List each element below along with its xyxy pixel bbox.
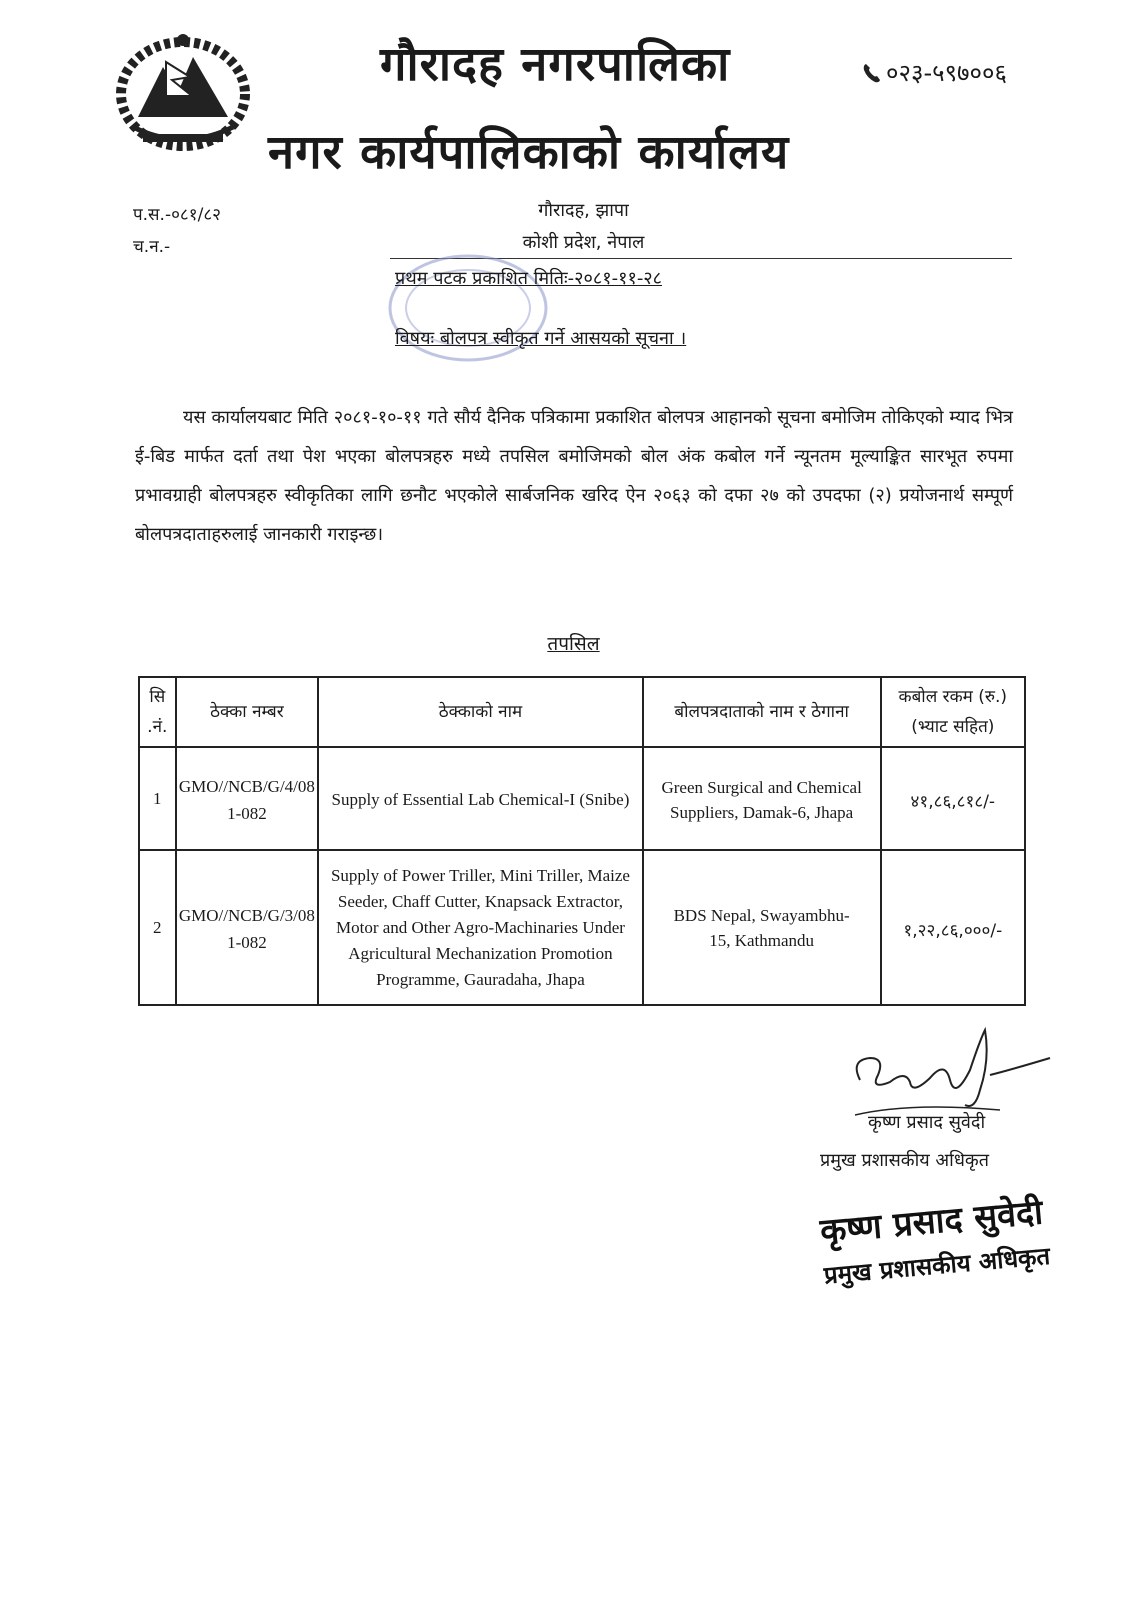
- header-contract-name: ठेक्काको नाम: [318, 677, 642, 747]
- stamp-title: प्रमुख प्रशासकीय अधिकृत: [822, 1241, 1052, 1290]
- fiscal-reference: प.स.-०८१/८२: [133, 205, 222, 225]
- publish-date-line: प्रथम पटक प्रकाशित मितिः-२०८१-११-२८: [395, 268, 663, 289]
- phone-text: ०२३-५९७००६: [886, 59, 1007, 87]
- header-sn: सि .नं.: [139, 677, 176, 747]
- table-header-row: [139, 677, 1025, 747]
- phone-number: [862, 56, 1007, 89]
- table-heading: तपसिल: [547, 633, 600, 655]
- row-amount: १,२२,८६,०००/-: [881, 850, 1025, 1005]
- phone-icon: [862, 62, 882, 84]
- stamp-name: कृष्ण प्रसाद सुवेदी: [818, 1192, 1045, 1252]
- row-contract-name: Supply of Essential Lab Chemical-I (Snibe): [318, 747, 642, 850]
- header-amount: कबोल रकम (रु.) (भ्याट सहित): [881, 677, 1025, 747]
- office-title-line1: गौरादह नगरपालिका: [380, 37, 731, 92]
- header-contract-no: ठेक्का नम्बर: [176, 677, 319, 747]
- signatory-name: कृष्ण प्रसाद सुवेदी: [868, 1112, 986, 1133]
- row-bidder: Green Surgical and Chemical Suppliers, Damak-6, Jhapa: [643, 747, 881, 850]
- header-bidder: बोलपत्रदाताको नाम र ठेगाना: [643, 677, 881, 747]
- table-row: [139, 747, 1025, 850]
- row-amount: ४१,८६,८१८/-: [881, 747, 1025, 850]
- row-contract-no: GMO//NCB/G/3/081-082: [176, 850, 319, 1005]
- row-contract-no: GMO//NCB/G/4/081-082: [176, 747, 319, 850]
- signatory-title: प्रमुख प्रशासकीय अधिकृत: [820, 1150, 989, 1171]
- address-line1: गौरादह, झापा: [538, 200, 629, 221]
- address-line2: कोशी प्रदेश, नेपाल: [522, 232, 645, 253]
- nepal-emblem-icon: [108, 22, 258, 157]
- notice-subject: विषयः बोलपत्र स्वीकृत गर्ने आसयको सूचना ।: [395, 328, 687, 349]
- row-sn: 2: [139, 850, 176, 1005]
- table-row: [139, 850, 1025, 1005]
- row-contract-name: Supply of Power Triller, Mini Triller, Maize Seeder, Chaff Cutter, Knapsack Extractor, Motor and Other Agro-Machinaries Under Agricultural Mechanization Promotion Programme, Gauradaha, Jhapa: [318, 850, 642, 1005]
- row-sn: 1: [139, 747, 176, 850]
- notice-body: यस कार्यालयबाट मिति २०८१-१०-११ गते सौर्य दैनिक पत्रिकामा प्रकाशित बोलपत्र आहानको सूचना बमोजिम तोकिएको म्याद भित्र ई-बिड मार्फत दर्ता तथा पेश भएका बोलपत्रहरु मध्ये तपसिल बमोजिमको बोल अंक कबोल गर्ने न्यूनतम मूल्याङ्कित सारभूत रुपमा प्रभावग्राही बोलपत्रहरु स्वीकृतिका लागि छनौट भएकोले सार्बजनिक खरिद ऐन २०६३ को दफा २७ को उपदफा (२) प्रयोजनार्थ सम्पूर्ण बोलपत्रदाताहरुलाई जानकारी गराइन्छ।: [135, 407, 1013, 545]
- tender-table: [138, 676, 1026, 1006]
- office-title-line2: नगर कार्यपालिकाको कार्यालय: [268, 125, 790, 180]
- row-bidder: BDS Nepal, Swayambhu-15, Kathmandu: [643, 850, 881, 1005]
- name-stamp: [815, 1152, 1052, 1297]
- dispatch-number: च.न.-: [133, 237, 171, 257]
